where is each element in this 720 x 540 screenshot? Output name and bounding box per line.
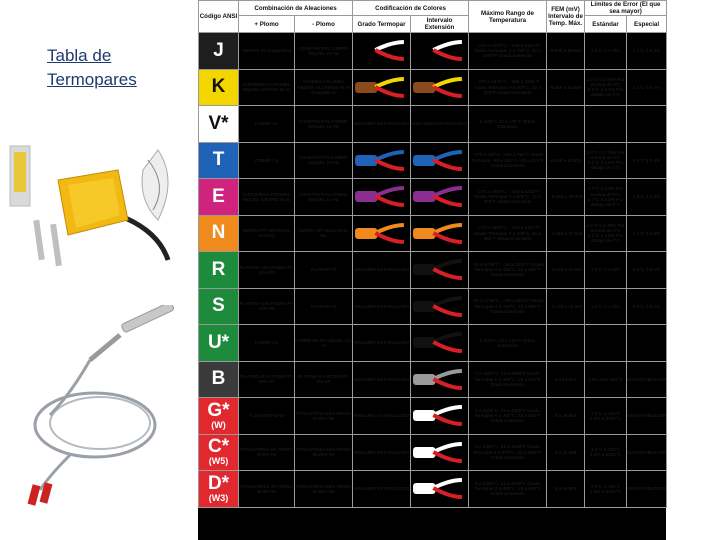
range-cell: 0 a 50°C 32 a 122°F Grado Extensión (469, 325, 547, 362)
extension-wire-swatch (411, 253, 468, 286)
minus-sign: − (463, 206, 468, 213)
wire-jacket (355, 45, 377, 56)
grade-color-cell (353, 33, 411, 70)
wire-jacket (413, 264, 435, 275)
standard-cell (585, 106, 627, 143)
wire-minus (375, 87, 404, 96)
fem-cell: -6.258 a 20.872 (547, 142, 585, 179)
code-label: R (211, 258, 226, 280)
table-row (199, 106, 667, 143)
wire-minus (433, 269, 462, 278)
special-cell: 1.1°C ó 0.4% (627, 69, 667, 106)
extension-wire-swatch (411, 472, 468, 505)
extension-color-cell (411, 215, 469, 252)
range-cell: - 270 a 400°C, -454 a 752°F Grado Termopar -60 a 100°C, -76 a 212°F Grado Extensión (469, 142, 547, 179)
wire-jacket (355, 82, 377, 93)
wire-plus (433, 42, 462, 50)
code-cell (199, 69, 239, 106)
grade-wire-swatch (353, 144, 410, 177)
minus-lead-cell: CONSTANTAN COBRE-NIQUEL Cu-Ni (295, 179, 353, 216)
code-cell (199, 252, 239, 289)
wire-plus (433, 334, 462, 342)
code-cell (199, 106, 239, 143)
extension-color-cell: NINGUNO ESTABLECIDO (411, 106, 469, 143)
plus-sign: + (463, 403, 468, 410)
special-cell: 1.1°C ó 0.4% (627, 33, 667, 70)
header-error-limits: Límites de Error (El que sea mayor) (585, 1, 667, 16)
minus-lead-cell: TUNGSTENO-26% RENIO W-26% Re (295, 434, 353, 471)
fem-cell (547, 106, 585, 143)
code-cell (199, 398, 239, 435)
wire-plus (375, 42, 404, 50)
wire-jacket (413, 447, 435, 458)
wire-plus (375, 225, 404, 233)
wire-jacket (413, 191, 435, 202)
range-cell: 0 a 2320°C, 32 a 4208°F Grado Termopar 0 a 260°C, 32 a 500°F Grado Extensión (469, 471, 547, 508)
plus-sign: + (463, 74, 468, 81)
slide-title[interactable]: Tabla de Termopares (47, 46, 137, 89)
wire-plus (433, 480, 462, 488)
standard-cell: 0.5% over 800°C (585, 361, 627, 398)
table-row (199, 325, 667, 362)
wire-minus (375, 160, 404, 169)
plus-lead-cell: PLATINO-13% RODIO Pt-13% Rh (239, 252, 295, 289)
code-label: U* (207, 331, 230, 353)
grade-wire-swatch (353, 180, 410, 213)
wire-plus (433, 225, 462, 233)
fem-cell: 0 a 13.820 (547, 361, 585, 398)
range-cell: - 270 a 1000°C, - 454 a 1832°F Grado Termopar 0 a 200°C, 32 a 392°F Grado Extensión (469, 179, 547, 216)
plus-lead-cell: PLATINO-10% RODIO Pt-10% Rh (239, 288, 295, 325)
extension-wire-swatch (411, 144, 468, 177)
thermocouple-plug-image (8, 140, 180, 290)
wire-minus (375, 233, 404, 242)
special-cell: SIN ESTABLECER (627, 398, 667, 435)
plus-lead-cell: COBRE Cu (239, 142, 295, 179)
header-plus-lead: + Plomo (239, 16, 295, 33)
fem-cell: 0 a 38.564 (547, 398, 585, 435)
range-cell: - 270 a 1372°C, - 454 a 2501°F Grado Termopar 0 a 200°C, 32 a 392°F Grado Extensión (469, 69, 547, 106)
table-row (199, 398, 667, 435)
grade-wire-swatch (353, 71, 410, 104)
plus-lead-cell: HIERRO Fe (magnético) (239, 33, 295, 70)
plus-sign: + (463, 220, 468, 227)
special-cell (627, 106, 667, 143)
grade-wire-swatch (353, 217, 410, 250)
header-color-coding: Codificación de Colores (353, 1, 469, 16)
special-cell: SIN ESTABLECER (627, 361, 667, 398)
plus-sign: + (405, 147, 410, 154)
grade-color-cell: NINGUNO ESTABLECIDO (353, 398, 411, 435)
range-cell: - 270 a 1300°C, - 450 a 2372°F Grado Termopar 0 a 200°C, 32 a 392°F Grado Extensión (469, 215, 547, 252)
plus-lead-cell: CHROMEGA CROMEL NIQUEL-CROMO Ni-Cr (239, 179, 295, 216)
special-cell: 0.6°C ó 0.1% (627, 252, 667, 289)
fem-cell: 0 a 39.506 (547, 471, 585, 508)
minus-sign: − (405, 60, 410, 67)
extension-color-cell (411, 142, 469, 179)
extension-color-cell (411, 69, 469, 106)
standard-cell: 1.5°C ó 0.25% (585, 252, 627, 289)
special-cell: 1.1°C ó 0.4% (627, 215, 667, 252)
grade-color-cell: NINGUNO ESTABLECIDO (353, 252, 411, 289)
plus-sign: + (463, 330, 468, 337)
code-cell (199, 361, 239, 398)
grade-color-cell (353, 142, 411, 179)
fem-cell: - 0.236 a 18.693 (547, 288, 585, 325)
minus-sign: − (463, 388, 468, 395)
minus-sign: − (405, 96, 410, 103)
wire-plus (433, 261, 462, 269)
minus-lead-cell: CONSTANTAN COBRE-NIQUEL Cu-Ni (295, 106, 353, 143)
wire-jacket (413, 374, 435, 385)
code-label: D* (207, 472, 230, 494)
extension-wire-swatch (411, 71, 468, 104)
wire-plus (433, 152, 462, 160)
fem-cell (547, 325, 585, 362)
minus-sign: − (405, 169, 410, 176)
code-cell (199, 142, 239, 179)
standard-cell (585, 325, 627, 362)
wire-jacket (413, 301, 435, 312)
standard-cell: 1.5°C ó 0.25% (585, 288, 627, 325)
wire-jacket (413, 82, 435, 93)
header-combination: Combinación de Aleaciones (239, 1, 353, 16)
table-row (199, 142, 667, 179)
special-cell (627, 325, 667, 362)
code-label: N (211, 222, 226, 244)
extension-color-cell (411, 325, 469, 362)
extension-color-cell (411, 288, 469, 325)
wire-plus (433, 407, 462, 415)
plus-sign: + (463, 38, 468, 45)
header-max-range: Máximo Rango de Temperatura (469, 1, 547, 33)
minus-lead-cell: PLATINO-6% RODIO Pt-6% Rh (295, 361, 353, 398)
standard-cell: 2.2°C ó 0.75% (585, 33, 627, 70)
minus-lead-cell: TUNGSTENO-25% RENIO W-25% Re (295, 471, 353, 508)
minus-lead-cell: OMEGA-N® NISIL Ni-Si-Mg (295, 215, 353, 252)
special-cell: 0.6°C ó 0.1% (627, 288, 667, 325)
extension-wire-swatch (411, 326, 468, 359)
range-cell: - 210 a 1200°C, - 346 a 2193°F Grado Termopar 0 a 760°C, 32 a 1400°F Grado Extensión (469, 33, 547, 70)
wire-jacket (413, 45, 435, 56)
plus-sign: + (463, 293, 468, 300)
code-label: V* (208, 112, 229, 134)
grade-color-cell: NINGUNO ESTABLECIDO (353, 288, 411, 325)
code-sub-label: (W5) (208, 456, 229, 467)
wire-minus (375, 50, 404, 59)
wire-minus (433, 196, 462, 205)
grade-color-cell: NINGUNO ESTABLECIDO (353, 361, 411, 398)
wire-minus (433, 452, 462, 461)
table-row (199, 69, 667, 106)
code-cell (199, 288, 239, 325)
minus-lead-cell: ALOMEGA ALUMEL NIQUEL-ALUMINIO Ni-Al (magnético) (295, 69, 353, 106)
extension-wire-swatch (411, 363, 468, 396)
wire-plus (433, 188, 462, 196)
special-cell: SIN ESTABLECER (627, 434, 667, 471)
range-cell: 0 a 2320°C, 32 a 4208°F Grado Termopar 0 a 870°C, 32 a 1600°F Grado Extensión (469, 434, 547, 471)
thermocouple-table (198, 0, 666, 540)
header-extension: Intervalo Extensión (411, 16, 469, 33)
extension-wire-swatch (411, 290, 468, 323)
minus-lead-cell: CONSTANTAN COBRE-NIQUEL Cu-Ni (295, 33, 353, 70)
minus-lead-cell: TUNGSTENO-26% RENIO W-26% Re (295, 398, 353, 435)
standard-cell: 2.2°C ó 0.75% Por encima de 0°C 2.2°C ó 2.0% Por debajo de 0°C (585, 69, 627, 106)
special-cell: 0.5°C ó 0.4% (627, 142, 667, 179)
grade-color-cell: NINGUNO ESTABLECIDO (353, 434, 411, 471)
grade-color-cell (353, 69, 411, 106)
code-label: T (212, 149, 225, 171)
header-standard: Estándar (585, 16, 627, 33)
table-row (199, 215, 667, 252)
standard-cell: 4.5°C a 425°C 1.0% a 2320°C (585, 398, 627, 435)
wire-minus (433, 306, 462, 315)
extension-color-cell (411, 361, 469, 398)
plus-lead-cell: COBRE Cu (239, 106, 295, 143)
minus-sign: − (463, 352, 468, 359)
code-cell (199, 325, 239, 362)
minus-lead-cell: PLATINO Pt (295, 252, 353, 289)
minus-sign: − (463, 498, 468, 505)
wire-plus (433, 79, 462, 87)
wire-plus (375, 79, 404, 87)
thermocouple-probe-image (10, 305, 185, 520)
plus-lead-cell: CHROMEGA CROMEL NIQUEL-CROMO Ni-Cr (239, 69, 295, 106)
wire-minus (433, 87, 462, 96)
fem-cell: - 4.345 a 47.513 (547, 215, 585, 252)
code-label: E (212, 185, 225, 207)
fem-cell: - 9.835 a 76.373 (547, 179, 585, 216)
extension-wire-swatch (411, 180, 468, 213)
grade-color-cell: NINGUNO ESTABLECIDO (353, 471, 411, 508)
wire-jacket (413, 228, 435, 239)
code-label: S (212, 295, 225, 317)
wire-minus (433, 233, 462, 242)
minus-sign: − (463, 425, 468, 432)
plus-lead-cell: TUNGSTENO W (239, 398, 295, 435)
grade-wire-swatch (353, 34, 410, 67)
table-row (199, 434, 667, 471)
plus-lead-cell: OMEGA-P® NICROSIL Ni-Cr-Si (239, 215, 295, 252)
plus-lead-cell: COBRE Cu (239, 325, 295, 362)
wire-plus (433, 298, 462, 306)
wire-plus (375, 152, 404, 160)
header-minus-lead: - Plomo (295, 16, 353, 33)
wire-minus (375, 196, 404, 205)
standard-cell: 4.5°C a 425°C 1.0% a 2320°C (585, 471, 627, 508)
plus-sign: + (463, 366, 468, 373)
special-cell: SIN ESTABLECER (627, 471, 667, 508)
code-label: J (213, 39, 224, 61)
extension-wire-swatch (411, 217, 468, 250)
minus-sign: − (405, 206, 410, 213)
table-row (199, 33, 667, 70)
wire-jacket (413, 410, 435, 421)
plus-sign: + (405, 74, 410, 81)
table-row (199, 288, 667, 325)
extension-color-cell (411, 434, 469, 471)
code-label: C* (207, 436, 230, 458)
fem-cell: 0 a 37.066 (547, 434, 585, 471)
range-cell: 0 a 1820°C, 32 a 3308°F Grado Termopar 0 a 100°C, 32 a 212°F Grado Extensión (469, 361, 547, 398)
wire-jacket (413, 483, 435, 494)
wire-jacket (355, 191, 377, 202)
standard-cell: 2.2°C ó 0.75% Por encima de 0°C 2.2°C ó 2.0% Por debajo de 0°C (585, 215, 627, 252)
grade-color-cell: NINGUNO ESTABLECIDO (353, 325, 411, 362)
code-label: K (211, 76, 226, 98)
plus-sign: + (463, 257, 468, 264)
minus-sign: − (463, 60, 468, 67)
fem-cell: -6.458 a 54.886 (547, 69, 585, 106)
extension-color-cell (411, 471, 469, 508)
header-grade: Grado Termopar (353, 16, 411, 33)
page-edge (668, 0, 720, 540)
minus-sign: − (463, 315, 468, 322)
table-row (199, 252, 667, 289)
standard-cell: 1.0°C ó 0.75% Por encima de 0°C 1.0°C ó 1.5% Por debajo de 0°C (585, 142, 627, 179)
wire-plus (433, 444, 462, 452)
code-label: B (211, 368, 226, 390)
plus-sign: + (463, 184, 468, 191)
range-cell: 0 a 2320°C, 32 a 4208°F Grado Termopar 0 a 260°C, 32 a 500°F Grado Extensión (469, 398, 547, 435)
header-special: Especial (627, 16, 667, 33)
extension-wire-swatch (411, 34, 468, 67)
plus-lead-cell: PLATINO-30% RODIO Pt-30% Rh (239, 361, 295, 398)
wire-minus (433, 160, 462, 169)
minus-sign: − (463, 279, 468, 286)
range-cell: - 50 a 1768°C, - 58 a 3214°F Grado Termopar 0 a 150°C, 32 a 300°F Grado Extensión (469, 252, 547, 289)
plus-sign: + (463, 439, 468, 446)
extension-color-cell (411, 398, 469, 435)
code-cell (199, 33, 239, 70)
extension-color-cell (411, 252, 469, 289)
minus-lead-cell: COBRE-BAJO NIQUEL Cu-Ni (295, 325, 353, 362)
code-sub-label: (W3) (208, 492, 229, 503)
wire-plus (375, 188, 404, 196)
extension-color-cell (411, 33, 469, 70)
plus-sign: + (463, 147, 468, 154)
grade-color-cell (353, 215, 411, 252)
table-row (199, 361, 667, 398)
code-cell (199, 179, 239, 216)
code-label: G* (207, 399, 230, 421)
code-cell (199, 215, 239, 252)
header-fem: FEM (mV) Intervalo de Temp. Máx. (547, 1, 585, 33)
grade-color-cell (353, 179, 411, 216)
wire-minus (433, 488, 462, 497)
fem-cell: -8.095 a 69.553 (547, 33, 585, 70)
minus-sign: − (405, 242, 410, 249)
plus-sign: + (463, 476, 468, 483)
wire-jacket (355, 228, 377, 239)
table-row (199, 179, 667, 216)
wire-jacket (413, 337, 435, 348)
plus-sign: + (405, 38, 410, 45)
range-cell: - 50 a 1768°C, - 58 a 3214°F Grado Termopar 0 a 150°C, 32 a 300°F Grado Extensión (469, 288, 547, 325)
minus-lead-cell: CONSTANTAN COBRE-NIQUEL Cu-Ni (295, 142, 353, 179)
grade-color-cell: NINGUNO ESTABLECIDO (353, 106, 411, 143)
range-cell: 0 a 80°C 32 a 176°F Grado Extensión (469, 106, 547, 143)
minus-sign: − (463, 242, 468, 249)
wire-jacket (413, 155, 435, 166)
fem-cell: - 0.226 a 21.101 (547, 252, 585, 289)
plus-sign: + (405, 220, 410, 227)
minus-lead-cell: PLATINO Pt (295, 288, 353, 325)
wire-minus (433, 415, 462, 424)
plus-lead-cell: TUNGSTENO-3% RENIO W-3% Re (239, 471, 295, 508)
wire-jacket (355, 155, 377, 166)
special-cell: 1.0°C ó 0.4% (627, 179, 667, 216)
wire-minus (433, 379, 462, 388)
minus-sign: − (463, 461, 468, 468)
minus-sign: − (463, 96, 468, 103)
extension-wire-swatch (411, 399, 468, 432)
header-code: Código ANSI (199, 1, 239, 33)
plus-sign: + (405, 184, 410, 191)
wire-minus (433, 50, 462, 59)
code-sub-label: (W) (211, 419, 226, 430)
extension-wire-swatch (411, 436, 468, 469)
wire-plus (433, 371, 462, 379)
code-cell (199, 471, 239, 508)
extension-color-cell (411, 179, 469, 216)
minus-sign: − (463, 169, 468, 176)
plus-lead-cell: TUNGSTENO-5% RENIO W-5% Re (239, 434, 295, 471)
code-cell (199, 434, 239, 471)
standard-cell: 4.5°C a 425°C 1.0% a 2320°C (585, 434, 627, 471)
table-row (199, 471, 667, 508)
wire-minus (433, 342, 462, 351)
standard-cell: 1.7°C ó 0.5% Por encima de 0°C 1.7°C ó 1.0% Por debajo de 0°C (585, 179, 627, 216)
